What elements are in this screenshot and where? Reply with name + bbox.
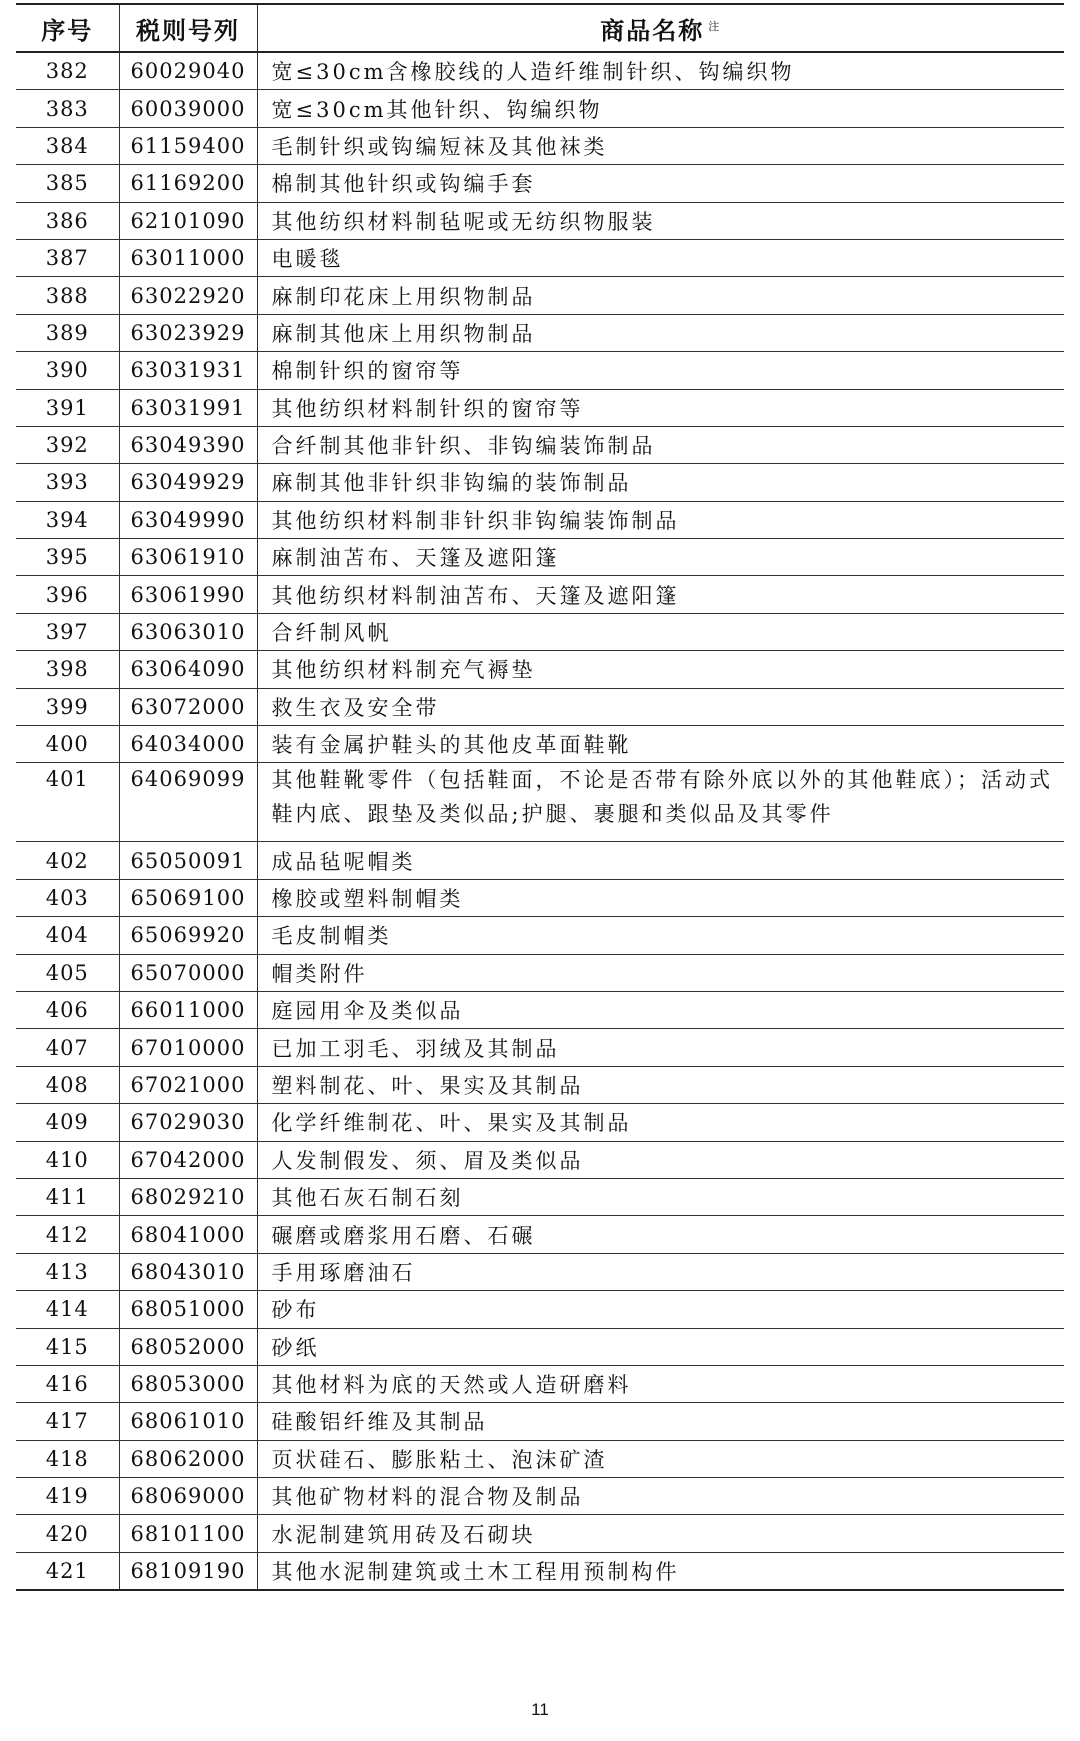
row-code: 63049929 bbox=[119, 464, 257, 501]
table-body bbox=[16, 52, 1064, 1590]
row-code: 66011000 bbox=[119, 991, 257, 1028]
row-name: 麻制油苫布、天篷及遮阳篷 bbox=[257, 539, 1064, 576]
row-code: 68062000 bbox=[119, 1440, 257, 1477]
header-name bbox=[257, 4, 1064, 52]
page-number: 11 bbox=[531, 1700, 549, 1719]
row-name: 手用琢磨油石 bbox=[257, 1253, 1064, 1290]
row-name: 其他材料为底的天然或人造研磨料 bbox=[257, 1365, 1064, 1402]
table-row bbox=[16, 1365, 1064, 1402]
table-row bbox=[16, 389, 1064, 426]
table-row bbox=[16, 1216, 1064, 1253]
table-row bbox=[16, 1328, 1064, 1365]
table-row bbox=[16, 1478, 1064, 1515]
row-code: 63023929 bbox=[119, 314, 257, 351]
row-name: 塑料制花、叶、果实及其制品 bbox=[257, 1066, 1064, 1103]
table-row bbox=[16, 52, 1064, 90]
row-name: 其他纺织材料制毡呢或无纺织物服装 bbox=[257, 202, 1064, 239]
table-row bbox=[16, 1403, 1064, 1440]
row-name: 硅酸铝纤维及其制品 bbox=[257, 1403, 1064, 1440]
table-row bbox=[16, 1066, 1064, 1103]
row-code: 67029030 bbox=[119, 1104, 257, 1141]
row-name: 其他水泥制建筑或土木工程用预制构件 bbox=[257, 1552, 1064, 1590]
table-row bbox=[16, 726, 1064, 763]
table-row bbox=[16, 576, 1064, 613]
row-code: 68061010 bbox=[119, 1403, 257, 1440]
row-seq: 386 bbox=[16, 202, 119, 239]
row-seq: 415 bbox=[16, 1328, 119, 1365]
header-name-note: 注 bbox=[708, 19, 722, 33]
table-row bbox=[16, 842, 1064, 879]
row-name: 电暖毯 bbox=[257, 239, 1064, 276]
row-code: 63031991 bbox=[119, 389, 257, 426]
row-code: 65069920 bbox=[119, 917, 257, 954]
row-name: 毛制针织或钩编短袜及其他袜类 bbox=[257, 127, 1064, 164]
row-seq: 413 bbox=[16, 1253, 119, 1290]
row-name: 棉制其他针织或钩编手套 bbox=[257, 165, 1064, 202]
row-seq: 421 bbox=[16, 1552, 119, 1590]
row-code: 67021000 bbox=[119, 1066, 257, 1103]
row-seq: 392 bbox=[16, 426, 119, 463]
header-name-label: 商品名称 bbox=[600, 16, 705, 45]
row-name: 合纤制风帆 bbox=[257, 613, 1064, 650]
row-code: 61159400 bbox=[119, 127, 257, 164]
header-seq: 序号 bbox=[16, 4, 119, 52]
row-name: 宽≤30cm其他针织、钩编织物 bbox=[257, 90, 1064, 127]
row-code: 68069000 bbox=[119, 1478, 257, 1515]
row-code: 67042000 bbox=[119, 1141, 257, 1178]
row-code: 68041000 bbox=[119, 1216, 257, 1253]
row-name: 麻制其他非针织非钩编的装饰制品 bbox=[257, 464, 1064, 501]
row-seq: 404 bbox=[16, 917, 119, 954]
row-code: 65070000 bbox=[119, 954, 257, 991]
table-row bbox=[16, 651, 1064, 688]
row-name: 装有金属护鞋头的其他皮革面鞋靴 bbox=[257, 726, 1064, 763]
row-code: 68053000 bbox=[119, 1365, 257, 1402]
row-seq: 384 bbox=[16, 127, 119, 164]
table-row bbox=[16, 1253, 1064, 1290]
row-seq: 408 bbox=[16, 1066, 119, 1103]
row-seq: 410 bbox=[16, 1141, 119, 1178]
row-name: 宽≤30cm含橡胶线的人造纤维制针织、钩编织物 bbox=[257, 52, 1064, 90]
table-row bbox=[16, 90, 1064, 127]
row-seq: 398 bbox=[16, 651, 119, 688]
header-row bbox=[16, 4, 1064, 52]
row-seq: 416 bbox=[16, 1365, 119, 1402]
row-seq: 395 bbox=[16, 539, 119, 576]
row-name: 其他矿物材料的混合物及制品 bbox=[257, 1478, 1064, 1515]
row-name: 帽类附件 bbox=[257, 954, 1064, 991]
table-row bbox=[16, 501, 1064, 538]
table-row bbox=[16, 1029, 1064, 1066]
row-seq: 388 bbox=[16, 277, 119, 314]
tariff-table bbox=[16, 3, 1064, 1591]
table-row bbox=[16, 352, 1064, 389]
row-name: 救生衣及安全带 bbox=[257, 688, 1064, 725]
table-header bbox=[16, 4, 1064, 52]
row-seq: 420 bbox=[16, 1515, 119, 1552]
row-seq: 403 bbox=[16, 879, 119, 916]
table-row bbox=[16, 1178, 1064, 1215]
row-code: 60029040 bbox=[119, 52, 257, 90]
row-name: 毛皮制帽类 bbox=[257, 917, 1064, 954]
row-seq: 417 bbox=[16, 1403, 119, 1440]
row-code: 65050091 bbox=[119, 842, 257, 879]
row-seq: 414 bbox=[16, 1291, 119, 1328]
table-row bbox=[16, 539, 1064, 576]
row-seq: 397 bbox=[16, 613, 119, 650]
row-seq: 389 bbox=[16, 314, 119, 351]
row-name: 砂纸 bbox=[257, 1328, 1064, 1365]
row-code: 63031931 bbox=[119, 352, 257, 389]
row-code: 63049990 bbox=[119, 501, 257, 538]
row-seq: 387 bbox=[16, 239, 119, 276]
row-seq: 399 bbox=[16, 688, 119, 725]
table-row bbox=[16, 277, 1064, 314]
table-row bbox=[16, 239, 1064, 276]
row-seq: 412 bbox=[16, 1216, 119, 1253]
row-seq: 396 bbox=[16, 576, 119, 613]
header-code: 税则号列 bbox=[119, 4, 257, 52]
row-seq: 400 bbox=[16, 726, 119, 763]
row-code: 63011000 bbox=[119, 239, 257, 276]
table-row bbox=[16, 1552, 1064, 1590]
row-code: 65069100 bbox=[119, 879, 257, 916]
row-name: 化学纤维制花、叶、果实及其制品 bbox=[257, 1104, 1064, 1141]
row-name: 麻制其他床上用织物制品 bbox=[257, 314, 1064, 351]
table-row bbox=[16, 202, 1064, 239]
row-code: 62101090 bbox=[119, 202, 257, 239]
row-code: 68101100 bbox=[119, 1515, 257, 1552]
row-name: 橡胶或塑料制帽类 bbox=[257, 879, 1064, 916]
row-name: 人发制假发、须、眉及类似品 bbox=[257, 1141, 1064, 1178]
row-name: 其他纺织材料制充气褥垫 bbox=[257, 651, 1064, 688]
row-seq: 391 bbox=[16, 389, 119, 426]
row-name: 合纤制其他非针织、非钩编装饰制品 bbox=[257, 426, 1064, 463]
row-name: 其他纺织材料制非针织非钩编装饰制品 bbox=[257, 501, 1064, 538]
row-seq: 394 bbox=[16, 501, 119, 538]
row-code: 63061910 bbox=[119, 539, 257, 576]
table-row bbox=[16, 1141, 1064, 1178]
row-seq: 406 bbox=[16, 991, 119, 1028]
table-row bbox=[16, 1291, 1064, 1328]
row-name: 其他石灰石制石刻 bbox=[257, 1178, 1064, 1215]
row-seq: 418 bbox=[16, 1440, 119, 1477]
row-name: 庭园用伞及类似品 bbox=[257, 991, 1064, 1028]
row-name: 砂布 bbox=[257, 1291, 1064, 1328]
table-row bbox=[16, 763, 1064, 842]
row-code: 68109190 bbox=[119, 1552, 257, 1590]
table-row bbox=[16, 464, 1064, 501]
row-seq: 405 bbox=[16, 954, 119, 991]
table-row bbox=[16, 165, 1064, 202]
row-name: 已加工羽毛、羽绒及其制品 bbox=[257, 1029, 1064, 1066]
row-code: 68051000 bbox=[119, 1291, 257, 1328]
row-seq: 382 bbox=[16, 52, 119, 90]
row-code: 68029210 bbox=[119, 1178, 257, 1215]
row-name: 其他鞋靴零件（包括鞋面，不论是否带有除外底以外的其他鞋底）；活动式鞋内底、跟垫及类似品;护腿、裹腿和类似品及其零件 bbox=[257, 763, 1064, 842]
row-name: 页状硅石、膨胀粘土、泡沫矿渣 bbox=[257, 1440, 1064, 1477]
row-seq: 407 bbox=[16, 1029, 119, 1066]
row-code: 60039000 bbox=[119, 90, 257, 127]
row-seq: 393 bbox=[16, 464, 119, 501]
table-row bbox=[16, 613, 1064, 650]
table-row bbox=[16, 1515, 1064, 1552]
row-seq: 390 bbox=[16, 352, 119, 389]
row-name: 水泥制建筑用砖及石砌块 bbox=[257, 1515, 1064, 1552]
table-row bbox=[16, 127, 1064, 164]
row-seq: 409 bbox=[16, 1104, 119, 1141]
row-name: 碾磨或磨浆用石磨、石碾 bbox=[257, 1216, 1064, 1253]
row-name: 棉制针织的窗帘等 bbox=[257, 352, 1064, 389]
row-name: 其他纺织材料制针织的窗帘等 bbox=[257, 389, 1064, 426]
row-seq: 411 bbox=[16, 1178, 119, 1215]
row-code: 63049390 bbox=[119, 426, 257, 463]
row-seq: 385 bbox=[16, 165, 119, 202]
table-row bbox=[16, 991, 1064, 1028]
row-code: 61169200 bbox=[119, 165, 257, 202]
row-seq: 419 bbox=[16, 1478, 119, 1515]
table-row bbox=[16, 1104, 1064, 1141]
table-row bbox=[16, 1440, 1064, 1477]
row-code: 67010000 bbox=[119, 1029, 257, 1066]
row-code: 63072000 bbox=[119, 688, 257, 725]
row-code: 63064090 bbox=[119, 651, 257, 688]
table-row bbox=[16, 426, 1064, 463]
table-row bbox=[16, 314, 1064, 351]
row-name: 成品毡呢帽类 bbox=[257, 842, 1064, 879]
row-code: 63061990 bbox=[119, 576, 257, 613]
table-row bbox=[16, 917, 1064, 954]
row-code: 68043010 bbox=[119, 1253, 257, 1290]
table-row bbox=[16, 688, 1064, 725]
row-code: 63022920 bbox=[119, 277, 257, 314]
row-name: 麻制印花床上用织物制品 bbox=[257, 277, 1064, 314]
row-code: 68052000 bbox=[119, 1328, 257, 1365]
row-name: 其他纺织材料制油苫布、天篷及遮阳篷 bbox=[257, 576, 1064, 613]
row-code: 63063010 bbox=[119, 613, 257, 650]
row-seq: 383 bbox=[16, 90, 119, 127]
row-code: 64034000 bbox=[119, 726, 257, 763]
row-seq: 401 bbox=[16, 763, 119, 842]
table-row bbox=[16, 879, 1064, 916]
row-seq: 402 bbox=[16, 842, 119, 879]
row-code: 64069099 bbox=[119, 763, 257, 842]
table-row bbox=[16, 954, 1064, 991]
